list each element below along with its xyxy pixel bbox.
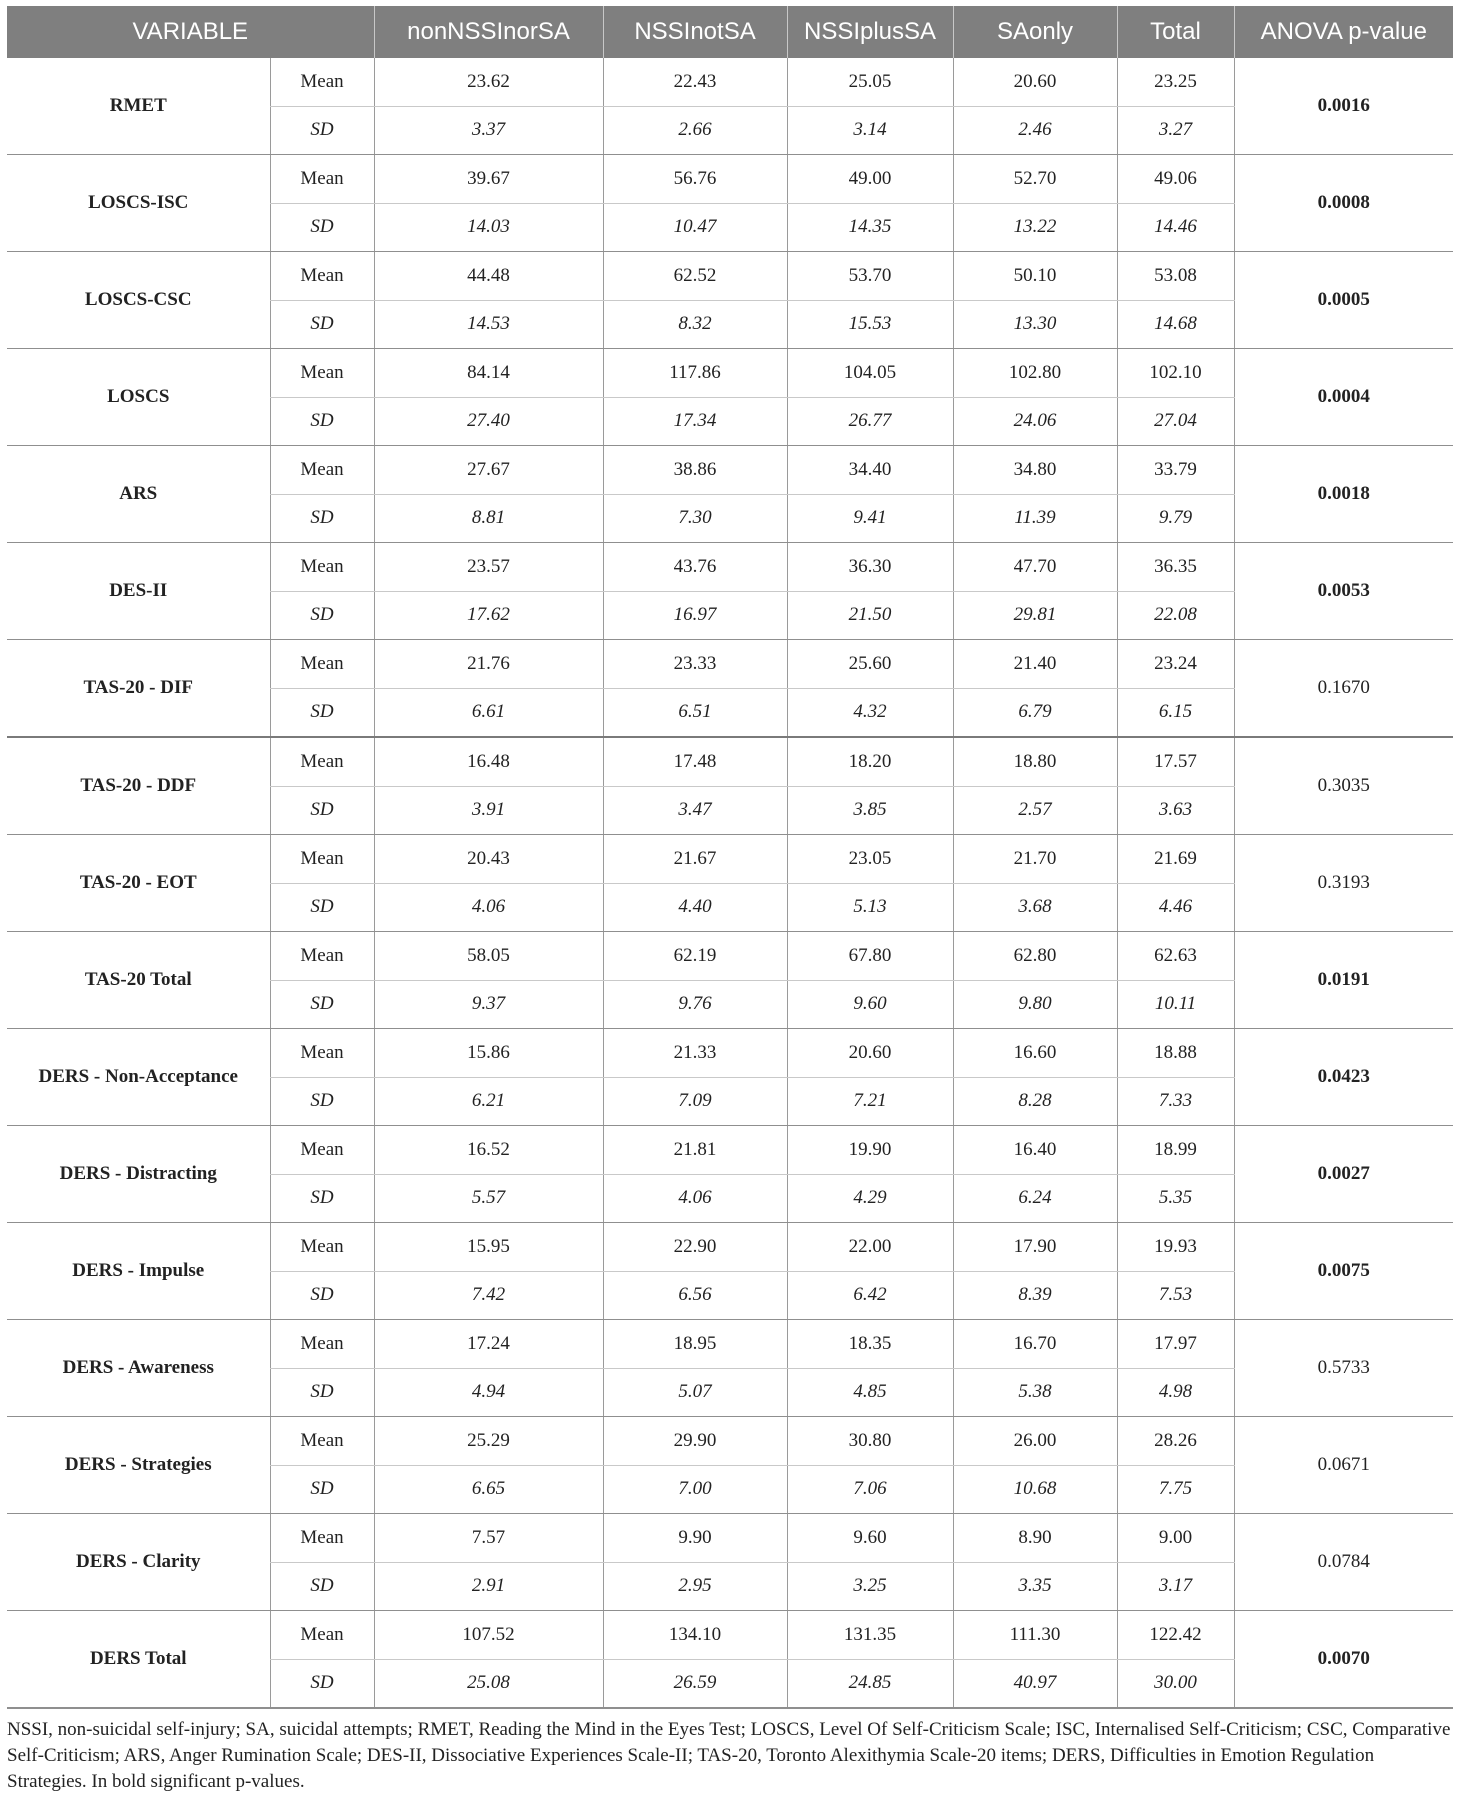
stat-label-sd: SD xyxy=(270,786,374,835)
mean-cell-nssinotsa: 23.33 xyxy=(603,640,787,689)
variable-name: DERS - Distracting xyxy=(7,1126,270,1223)
mean-cell-nssinotsa: 38.86 xyxy=(603,446,787,495)
header-total: Total xyxy=(1117,6,1234,58)
stat-label-mean: Mean xyxy=(270,1320,374,1369)
sd-cell-nssiplussa: 9.41 xyxy=(787,494,953,543)
anova-p-value: 0.0784 xyxy=(1234,1514,1453,1611)
variable-name: DERS - Clarity xyxy=(7,1514,270,1611)
sd-cell-total: 7.53 xyxy=(1117,1271,1234,1320)
table-container xyxy=(7,6,1453,1795)
mean-cell-total: 36.35 xyxy=(1117,543,1234,592)
sd-cell-nssiplussa: 7.21 xyxy=(787,1077,953,1126)
variable-name: TAS-20 - DIF xyxy=(7,640,270,738)
sd-cell-saonly: 11.39 xyxy=(953,494,1117,543)
mean-cell-nonnssinorsa: 58.05 xyxy=(374,932,603,981)
stat-label-mean: Mean xyxy=(270,349,374,398)
sd-cell-saonly: 24.06 xyxy=(953,397,1117,446)
mean-cell-total: 23.25 xyxy=(1117,58,1234,106)
mean-cell-nonnssinorsa: 27.67 xyxy=(374,446,603,495)
mean-cell-saonly: 16.40 xyxy=(953,1126,1117,1175)
table-row-mean xyxy=(7,640,1453,689)
anova-p-value: 0.0004 xyxy=(1234,349,1453,446)
mean-cell-nonnssinorsa: 16.48 xyxy=(374,737,603,786)
mean-cell-nssiplussa: 34.40 xyxy=(787,446,953,495)
variable-name: DERS Total xyxy=(7,1611,270,1708)
stat-label-sd: SD xyxy=(270,980,374,1029)
mean-cell-saonly: 16.60 xyxy=(953,1029,1117,1078)
variable-name: DERS - Strategies xyxy=(7,1417,270,1514)
mean-cell-nssiplussa: 49.00 xyxy=(787,155,953,204)
mean-cell-nssinotsa: 21.81 xyxy=(603,1126,787,1175)
stat-label-mean: Mean xyxy=(270,640,374,689)
variable-name: LOSCS-CSC xyxy=(7,252,270,349)
table-row-mean xyxy=(7,1417,1453,1466)
sd-cell-nonnssinorsa: 17.62 xyxy=(374,591,603,640)
sd-cell-nssiplussa: 3.14 xyxy=(787,106,953,155)
sd-cell-nonnssinorsa: 14.53 xyxy=(374,300,603,349)
anova-p-value: 0.0018 xyxy=(1234,446,1453,543)
sd-cell-nonnssinorsa: 9.37 xyxy=(374,980,603,1029)
mean-cell-total: 49.06 xyxy=(1117,155,1234,204)
table-row-mean xyxy=(7,737,1453,786)
mean-cell-saonly: 50.10 xyxy=(953,252,1117,301)
anova-p-value: 0.0008 xyxy=(1234,155,1453,252)
variable-name: DERS - Impulse xyxy=(7,1223,270,1320)
variable-name: DERS - Awareness xyxy=(7,1320,270,1417)
mean-cell-nssiplussa: 22.00 xyxy=(787,1223,953,1272)
table-row-mean xyxy=(7,155,1453,204)
sd-cell-nssiplussa: 4.32 xyxy=(787,688,953,737)
stat-label-sd: SD xyxy=(270,300,374,349)
mean-cell-total: 9.00 xyxy=(1117,1514,1234,1563)
mean-cell-nssiplussa: 23.05 xyxy=(787,835,953,884)
stat-label-mean: Mean xyxy=(270,58,374,106)
stat-label-sd: SD xyxy=(270,106,374,155)
mean-cell-nssiplussa: 18.20 xyxy=(787,737,953,786)
anova-p-value: 0.3193 xyxy=(1234,835,1453,932)
stat-label-sd: SD xyxy=(270,203,374,252)
sd-cell-nssinotsa: 7.09 xyxy=(603,1077,787,1126)
table-body xyxy=(7,58,1453,1708)
mean-cell-nonnssinorsa: 23.57 xyxy=(374,543,603,592)
table-row-mean xyxy=(7,1223,1453,1272)
stat-label-sd: SD xyxy=(270,883,374,932)
table-row-mean xyxy=(7,932,1453,981)
sd-cell-total: 7.75 xyxy=(1117,1465,1234,1514)
sd-cell-saonly: 40.97 xyxy=(953,1659,1117,1708)
sd-cell-nonnssinorsa: 3.37 xyxy=(374,106,603,155)
sd-cell-total: 14.68 xyxy=(1117,300,1234,349)
sd-cell-nssiplussa: 26.77 xyxy=(787,397,953,446)
mean-cell-total: 18.88 xyxy=(1117,1029,1234,1078)
anova-p-value: 0.0075 xyxy=(1234,1223,1453,1320)
header-group-nssinotsa: NSSInotSA xyxy=(603,6,787,58)
sd-cell-nssinotsa: 5.07 xyxy=(603,1368,787,1417)
sd-cell-nssiplussa: 4.85 xyxy=(787,1368,953,1417)
header-group-nonnssinorsa: nonNSSInorSA xyxy=(374,6,603,58)
mean-cell-nonnssinorsa: 15.95 xyxy=(374,1223,603,1272)
mean-cell-nssiplussa: 53.70 xyxy=(787,252,953,301)
mean-cell-nssiplussa: 67.80 xyxy=(787,932,953,981)
results-table xyxy=(7,6,1453,1708)
mean-cell-saonly: 18.80 xyxy=(953,737,1117,786)
mean-cell-nssinotsa: 134.10 xyxy=(603,1611,787,1660)
mean-cell-total: 23.24 xyxy=(1117,640,1234,689)
stat-label-sd: SD xyxy=(270,494,374,543)
table-row-mean xyxy=(7,543,1453,592)
header-anova-p: ANOVA p-value xyxy=(1234,6,1453,58)
mean-cell-saonly: 62.80 xyxy=(953,932,1117,981)
table-row-mean xyxy=(7,58,1453,106)
sd-cell-nssiplussa: 7.06 xyxy=(787,1465,953,1514)
variable-name: TAS-20 - DDF xyxy=(7,737,270,835)
sd-cell-nssinotsa: 4.40 xyxy=(603,883,787,932)
sd-cell-total: 30.00 xyxy=(1117,1659,1234,1708)
anova-p-value: 0.0671 xyxy=(1234,1417,1453,1514)
sd-cell-total: 6.15 xyxy=(1117,688,1234,737)
mean-cell-total: 21.69 xyxy=(1117,835,1234,884)
anova-p-value: 0.1670 xyxy=(1234,640,1453,738)
sd-cell-total: 4.98 xyxy=(1117,1368,1234,1417)
header-variable: VARIABLE xyxy=(7,6,374,58)
sd-cell-nonnssinorsa: 6.21 xyxy=(374,1077,603,1126)
mean-cell-nssiplussa: 20.60 xyxy=(787,1029,953,1078)
variable-name: LOSCS xyxy=(7,349,270,446)
variable-name: TAS-20 Total xyxy=(7,932,270,1029)
sd-cell-total: 3.63 xyxy=(1117,786,1234,835)
mean-cell-nonnssinorsa: 107.52 xyxy=(374,1611,603,1660)
sd-cell-nonnssinorsa: 7.42 xyxy=(374,1271,603,1320)
mean-cell-total: 122.42 xyxy=(1117,1611,1234,1660)
stat-label-mean: Mean xyxy=(270,932,374,981)
mean-cell-nssinotsa: 22.90 xyxy=(603,1223,787,1272)
mean-cell-nssiplussa: 104.05 xyxy=(787,349,953,398)
stat-label-mean: Mean xyxy=(270,252,374,301)
table-row-mean xyxy=(7,835,1453,884)
stat-label-sd: SD xyxy=(270,591,374,640)
sd-cell-nssinotsa: 2.66 xyxy=(603,106,787,155)
table-footnote: NSSI, non-suicidal self-injury; SA, suicidal attempts; RMET, Reading the Mind in the Eyes Test; LOSCS, Level Of Self-Criticism Scale; ISC, Internalised Self-Criticism; CSC, Comparative Self-Criticism; ARS, Anger Rumination Scale; DES-II, Dissociative Experiences Scale-II; TAS-20, Toronto Alexithymia Scale-20 items; DERS, Difficulties in Emotion Regulation Strategies. In bold significant p-values. xyxy=(7,1719,1451,1792)
mean-cell-nssinotsa: 117.86 xyxy=(603,349,787,398)
mean-cell-total: 102.10 xyxy=(1117,349,1234,398)
bottom-rule xyxy=(7,1708,1453,1709)
sd-cell-total: 10.11 xyxy=(1117,980,1234,1029)
table-row-mean xyxy=(7,349,1453,398)
mean-cell-nssinotsa: 62.52 xyxy=(603,252,787,301)
mean-cell-total: 33.79 xyxy=(1117,446,1234,495)
sd-cell-nssinotsa: 6.51 xyxy=(603,688,787,737)
variable-name: ARS xyxy=(7,446,270,543)
mean-cell-nssinotsa: 17.48 xyxy=(603,737,787,786)
mean-cell-total: 53.08 xyxy=(1117,252,1234,301)
mean-cell-saonly: 21.70 xyxy=(953,835,1117,884)
mean-cell-total: 19.93 xyxy=(1117,1223,1234,1272)
sd-cell-nssiplussa: 5.13 xyxy=(787,883,953,932)
stat-label-sd: SD xyxy=(270,1562,374,1611)
sd-cell-nssiplussa: 14.35 xyxy=(787,203,953,252)
header-group-nssiplussa: NSSIplusSA xyxy=(787,6,953,58)
mean-cell-saonly: 52.70 xyxy=(953,155,1117,204)
sd-cell-nssiplussa: 21.50 xyxy=(787,591,953,640)
variable-name: LOSCS-ISC xyxy=(7,155,270,252)
anova-p-value: 0.0005 xyxy=(1234,252,1453,349)
sd-cell-saonly: 3.35 xyxy=(953,1562,1117,1611)
mean-cell-nonnssinorsa: 21.76 xyxy=(374,640,603,689)
sd-cell-nssiplussa: 3.85 xyxy=(787,786,953,835)
sd-cell-nonnssinorsa: 3.91 xyxy=(374,786,603,835)
anova-p-value: 0.0016 xyxy=(1234,58,1453,155)
mean-cell-total: 28.26 xyxy=(1117,1417,1234,1466)
mean-cell-total: 17.97 xyxy=(1117,1320,1234,1369)
sd-cell-nssinotsa: 16.97 xyxy=(603,591,787,640)
sd-cell-total: 22.08 xyxy=(1117,591,1234,640)
mean-cell-nssiplussa: 36.30 xyxy=(787,543,953,592)
mean-cell-nssinotsa: 62.19 xyxy=(603,932,787,981)
mean-cell-nssiplussa: 9.60 xyxy=(787,1514,953,1563)
mean-cell-nssinotsa: 21.33 xyxy=(603,1029,787,1078)
stat-label-sd: SD xyxy=(270,397,374,446)
sd-cell-saonly: 6.79 xyxy=(953,688,1117,737)
sd-cell-nonnssinorsa: 27.40 xyxy=(374,397,603,446)
sd-cell-nssiplussa: 24.85 xyxy=(787,1659,953,1708)
sd-cell-saonly: 3.68 xyxy=(953,883,1117,932)
sd-cell-total: 14.46 xyxy=(1117,203,1234,252)
sd-cell-saonly: 29.81 xyxy=(953,591,1117,640)
sd-cell-total: 4.46 xyxy=(1117,883,1234,932)
sd-cell-saonly: 13.22 xyxy=(953,203,1117,252)
sd-cell-saonly: 13.30 xyxy=(953,300,1117,349)
variable-name: DERS - Non-Acceptance xyxy=(7,1029,270,1126)
stat-label-sd: SD xyxy=(270,1465,374,1514)
sd-cell-saonly: 2.46 xyxy=(953,106,1117,155)
mean-cell-nssinotsa: 29.90 xyxy=(603,1417,787,1466)
sd-cell-saonly: 9.80 xyxy=(953,980,1117,1029)
mean-cell-saonly: 47.70 xyxy=(953,543,1117,592)
mean-cell-nssinotsa: 21.67 xyxy=(603,835,787,884)
stat-label-mean: Mean xyxy=(270,1223,374,1272)
mean-cell-saonly: 16.70 xyxy=(953,1320,1117,1369)
mean-cell-nonnssinorsa: 17.24 xyxy=(374,1320,603,1369)
sd-cell-saonly: 8.28 xyxy=(953,1077,1117,1126)
mean-cell-nssinotsa: 56.76 xyxy=(603,155,787,204)
variable-name: RMET xyxy=(7,58,270,155)
sd-cell-nssinotsa: 26.59 xyxy=(603,1659,787,1708)
sd-cell-total: 9.79 xyxy=(1117,494,1234,543)
sd-cell-nssiplussa: 9.60 xyxy=(787,980,953,1029)
stat-label-mean: Mean xyxy=(270,1029,374,1078)
mean-cell-nssiplussa: 25.60 xyxy=(787,640,953,689)
mean-cell-saonly: 8.90 xyxy=(953,1514,1117,1563)
mean-cell-nonnssinorsa: 20.43 xyxy=(374,835,603,884)
mean-cell-nonnssinorsa: 44.48 xyxy=(374,252,603,301)
mean-cell-nonnssinorsa: 16.52 xyxy=(374,1126,603,1175)
sd-cell-total: 3.27 xyxy=(1117,106,1234,155)
anova-p-value: 0.0070 xyxy=(1234,1611,1453,1708)
sd-cell-nonnssinorsa: 14.03 xyxy=(374,203,603,252)
sd-cell-nssinotsa: 6.56 xyxy=(603,1271,787,1320)
sd-cell-nonnssinorsa: 4.06 xyxy=(374,883,603,932)
stat-label-mean: Mean xyxy=(270,1611,374,1660)
sd-cell-total: 3.17 xyxy=(1117,1562,1234,1611)
mean-cell-saonly: 102.80 xyxy=(953,349,1117,398)
mean-cell-nonnssinorsa: 25.29 xyxy=(374,1417,603,1466)
sd-cell-nonnssinorsa: 25.08 xyxy=(374,1659,603,1708)
stat-label-mean: Mean xyxy=(270,446,374,495)
sd-cell-nssinotsa: 3.47 xyxy=(603,786,787,835)
header-row xyxy=(7,6,1453,58)
stat-label-mean: Mean xyxy=(270,1126,374,1175)
sd-cell-nssinotsa: 7.30 xyxy=(603,494,787,543)
sd-cell-nssinotsa: 7.00 xyxy=(603,1465,787,1514)
stat-label-mean: Mean xyxy=(270,1417,374,1466)
sd-cell-total: 5.35 xyxy=(1117,1174,1234,1223)
sd-cell-total: 7.33 xyxy=(1117,1077,1234,1126)
anova-p-value: 0.0423 xyxy=(1234,1029,1453,1126)
stat-label-mean: Mean xyxy=(270,155,374,204)
mean-cell-saonly: 34.80 xyxy=(953,446,1117,495)
sd-cell-saonly: 5.38 xyxy=(953,1368,1117,1417)
anova-p-value: 0.0191 xyxy=(1234,932,1453,1029)
anova-p-value: 0.0027 xyxy=(1234,1126,1453,1223)
variable-name: DES-II xyxy=(7,543,270,640)
mean-cell-nssinotsa: 18.95 xyxy=(603,1320,787,1369)
variable-name: TAS-20 - EOT xyxy=(7,835,270,932)
sd-cell-nssinotsa: 4.06 xyxy=(603,1174,787,1223)
table-row-mean xyxy=(7,1611,1453,1660)
mean-cell-nssinotsa: 22.43 xyxy=(603,58,787,106)
mean-cell-nssiplussa: 131.35 xyxy=(787,1611,953,1660)
mean-cell-saonly: 21.40 xyxy=(953,640,1117,689)
stat-label-mean: Mean xyxy=(270,737,374,786)
mean-cell-saonly: 111.30 xyxy=(953,1611,1117,1660)
sd-cell-saonly: 6.24 xyxy=(953,1174,1117,1223)
stat-label-sd: SD xyxy=(270,1077,374,1126)
mean-cell-nssiplussa: 18.35 xyxy=(787,1320,953,1369)
sd-cell-nonnssinorsa: 8.81 xyxy=(374,494,603,543)
stat-label-sd: SD xyxy=(270,1271,374,1320)
mean-cell-nssiplussa: 25.05 xyxy=(787,58,953,106)
mean-cell-nssiplussa: 19.90 xyxy=(787,1126,953,1175)
table-row-mean xyxy=(7,252,1453,301)
sd-cell-saonly: 8.39 xyxy=(953,1271,1117,1320)
stat-label-sd: SD xyxy=(270,1174,374,1223)
sd-cell-nssiplussa: 15.53 xyxy=(787,300,953,349)
sd-cell-nssiplussa: 3.25 xyxy=(787,1562,953,1611)
table-row-mean xyxy=(7,1514,1453,1563)
mean-cell-nssiplussa: 30.80 xyxy=(787,1417,953,1466)
mean-cell-nonnssinorsa: 39.67 xyxy=(374,155,603,204)
sd-cell-saonly: 10.68 xyxy=(953,1465,1117,1514)
mean-cell-nonnssinorsa: 7.57 xyxy=(374,1514,603,1563)
anova-p-value: 0.5733 xyxy=(1234,1320,1453,1417)
mean-cell-nssinotsa: 9.90 xyxy=(603,1514,787,1563)
table-row-mean xyxy=(7,1320,1453,1369)
sd-cell-nonnssinorsa: 6.65 xyxy=(374,1465,603,1514)
table-row-mean xyxy=(7,1126,1453,1175)
anova-p-value: 0.0053 xyxy=(1234,543,1453,640)
mean-cell-nonnssinorsa: 23.62 xyxy=(374,58,603,106)
stat-label-mean: Mean xyxy=(270,543,374,592)
sd-cell-nonnssinorsa: 5.57 xyxy=(374,1174,603,1223)
sd-cell-total: 27.04 xyxy=(1117,397,1234,446)
sd-cell-nssinotsa: 2.95 xyxy=(603,1562,787,1611)
stat-label-sd: SD xyxy=(270,1368,374,1417)
stat-label-mean: Mean xyxy=(270,835,374,884)
table-row-mean xyxy=(7,446,1453,495)
stat-label-sd: SD xyxy=(270,688,374,737)
mean-cell-saonly: 26.00 xyxy=(953,1417,1117,1466)
stat-label-mean: Mean xyxy=(270,1514,374,1563)
sd-cell-nssinotsa: 17.34 xyxy=(603,397,787,446)
sd-cell-nssinotsa: 10.47 xyxy=(603,203,787,252)
header-group-saonly: SAonly xyxy=(953,6,1117,58)
mean-cell-saonly: 17.90 xyxy=(953,1223,1117,1272)
mean-cell-saonly: 20.60 xyxy=(953,58,1117,106)
mean-cell-nssinotsa: 43.76 xyxy=(603,543,787,592)
mean-cell-total: 17.57 xyxy=(1117,737,1234,786)
mean-cell-nonnssinorsa: 84.14 xyxy=(374,349,603,398)
sd-cell-nssiplussa: 4.29 xyxy=(787,1174,953,1223)
sd-cell-nssinotsa: 9.76 xyxy=(603,980,787,1029)
table-row-mean xyxy=(7,1029,1453,1078)
sd-cell-nssiplussa: 6.42 xyxy=(787,1271,953,1320)
sd-cell-nonnssinorsa: 4.94 xyxy=(374,1368,603,1417)
mean-cell-total: 18.99 xyxy=(1117,1126,1234,1175)
stat-label-sd: SD xyxy=(270,1659,374,1708)
sd-cell-nonnssinorsa: 2.91 xyxy=(374,1562,603,1611)
anova-p-value: 0.3035 xyxy=(1234,737,1453,835)
sd-cell-nonnssinorsa: 6.61 xyxy=(374,688,603,737)
mean-cell-total: 62.63 xyxy=(1117,932,1234,981)
sd-cell-nssinotsa: 8.32 xyxy=(603,300,787,349)
sd-cell-saonly: 2.57 xyxy=(953,786,1117,835)
mean-cell-nonnssinorsa: 15.86 xyxy=(374,1029,603,1078)
